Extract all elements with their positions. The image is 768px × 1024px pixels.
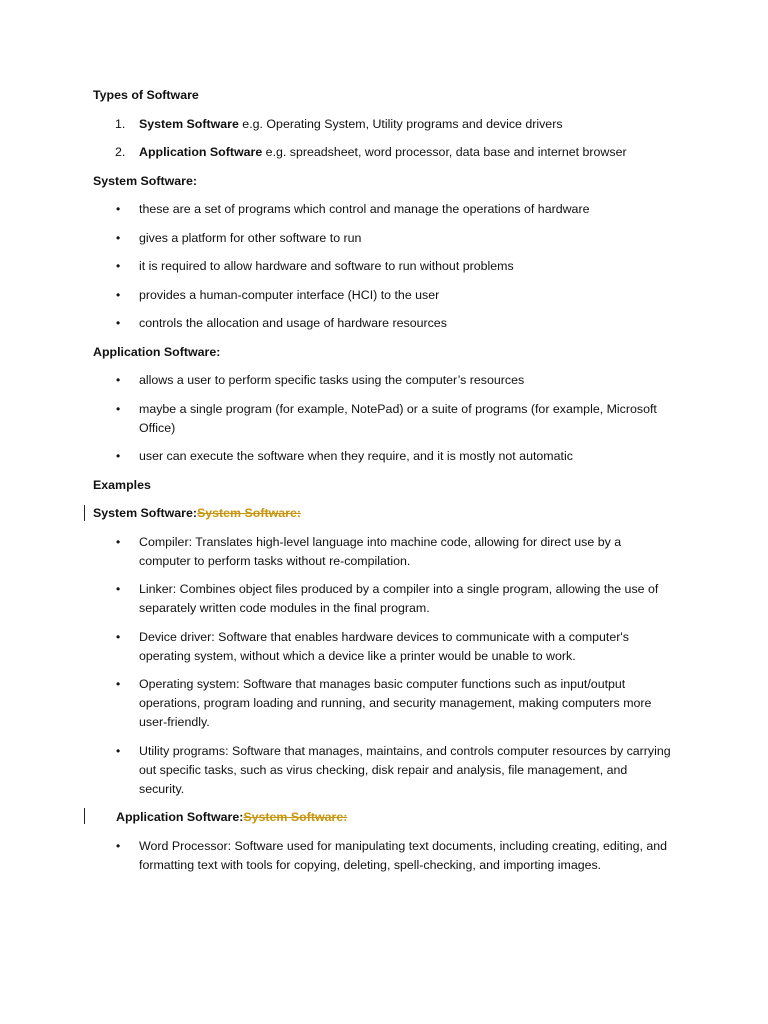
bullet-icon: • [116, 202, 121, 216]
tracked-deletion: System Software: [243, 810, 348, 824]
list-item-text: Word Processor: Software used for manipulating text documents, including creating, editing, and formatting text with tools for copying, deleting, spell-checking, and importing images. [139, 838, 668, 872]
change-bar-1 [84, 505, 85, 521]
list-item-text: it is required to allow hardware and software to run without problems [139, 259, 514, 273]
bullet-icon: • [116, 259, 121, 273]
change-bar-2 [84, 808, 85, 824]
list-item-text: Compiler: Translates high-level language into machine code, allowing for direct use by a computer to perform tasks without re-compilation. [139, 534, 622, 568]
examples-system-list [93, 533, 693, 799]
bullet-icon: • [116, 534, 121, 549]
examples-system-heading [93, 504, 693, 523]
list-item [93, 628, 673, 666]
document-page [93, 86, 693, 884]
list-item [93, 580, 673, 618]
doc-title: Types of Software [93, 88, 199, 102]
list-item [93, 371, 673, 390]
bullet-icon: • [116, 373, 121, 387]
list-item-text: gives a platform for other software to run [139, 230, 362, 245]
types-list-item [93, 115, 673, 134]
term-description: e.g. Operating System, Utility programs and device drivers [238, 116, 563, 131]
examples-application-list [93, 837, 693, 875]
list-item [93, 286, 673, 305]
bullet-icon: • [116, 401, 121, 416]
bullet-icon: • [116, 582, 121, 596]
examples-application-heading [93, 808, 693, 827]
list-item-text: Device driver: Software that enables hardware devices to communicate with a computer's operating system, without which a device like a printer would be unable to work. [139, 629, 629, 663]
list-item-text: allows a user to perform specific tasks using the computer’s resources [139, 373, 525, 387]
term: Application Software [139, 145, 263, 159]
list-item-text: user can execute the software when they require, and it is mostly not automatic [139, 449, 573, 463]
list-item-text: maybe a single program (for example, NotePad) or a suite of programs (for example, Microsoft Office) [139, 401, 657, 435]
bullet-icon: • [116, 230, 121, 245]
tracked-deletion: System Software: [196, 506, 301, 520]
list-item [93, 533, 673, 571]
system-software-heading: System Software: [93, 173, 197, 188]
system-software-list [93, 200, 693, 333]
bullet-icon: • [116, 629, 121, 644]
list-item [93, 742, 673, 799]
types-list [93, 115, 693, 163]
list-item-text: Linker: Combines object files produced by a compiler into a single program, allowing the use of separately written code modules in the final program. [139, 582, 659, 615]
list-item [93, 200, 673, 219]
examples-system-heading-text: System Software: [93, 506, 197, 520]
list-item-text: controls the allocation and usage of hardware resources [139, 316, 447, 330]
list-item [93, 447, 673, 466]
bullet-icon: • [116, 838, 121, 853]
term: System Software [139, 116, 239, 131]
list-item-text: Operating system: Software that manages basic computer functions such as input/output operations, program loading and running, and security management, making computers more user-friendly. [139, 677, 652, 729]
list-item-text: provides a human-computer interface (HCI) to the user [139, 287, 440, 302]
list-item [93, 837, 673, 875]
application-software-heading: Application Software: [93, 344, 221, 359]
types-list-item [93, 143, 673, 162]
list-number: 1. [115, 116, 126, 131]
bullet-icon: • [116, 316, 121, 330]
list-item [93, 229, 673, 248]
bullet-icon: • [116, 287, 121, 302]
list-item [93, 675, 673, 732]
bullet-icon: • [116, 449, 121, 463]
list-item [93, 257, 673, 276]
term-description: e.g. spreadsheet, word processor, data base and internet browser [262, 145, 627, 159]
list-number: 2. [115, 145, 126, 159]
examples-heading: Examples [93, 477, 151, 492]
list-item [93, 314, 673, 333]
application-software-list [93, 371, 693, 466]
list-item-text: these are a set of programs which control and manage the operations of hardware [139, 202, 590, 216]
list-item [93, 400, 673, 438]
bullet-icon: • [116, 677, 121, 691]
list-item-text: Utility programs: Software that manages, maintains, and controls computer resources by carrying out specific tasks, such as virus checking, disk repair and analysis, file management, and security. [139, 743, 671, 796]
bullet-icon: • [116, 743, 121, 758]
examples-application-heading-text: Application Software: [116, 810, 244, 824]
